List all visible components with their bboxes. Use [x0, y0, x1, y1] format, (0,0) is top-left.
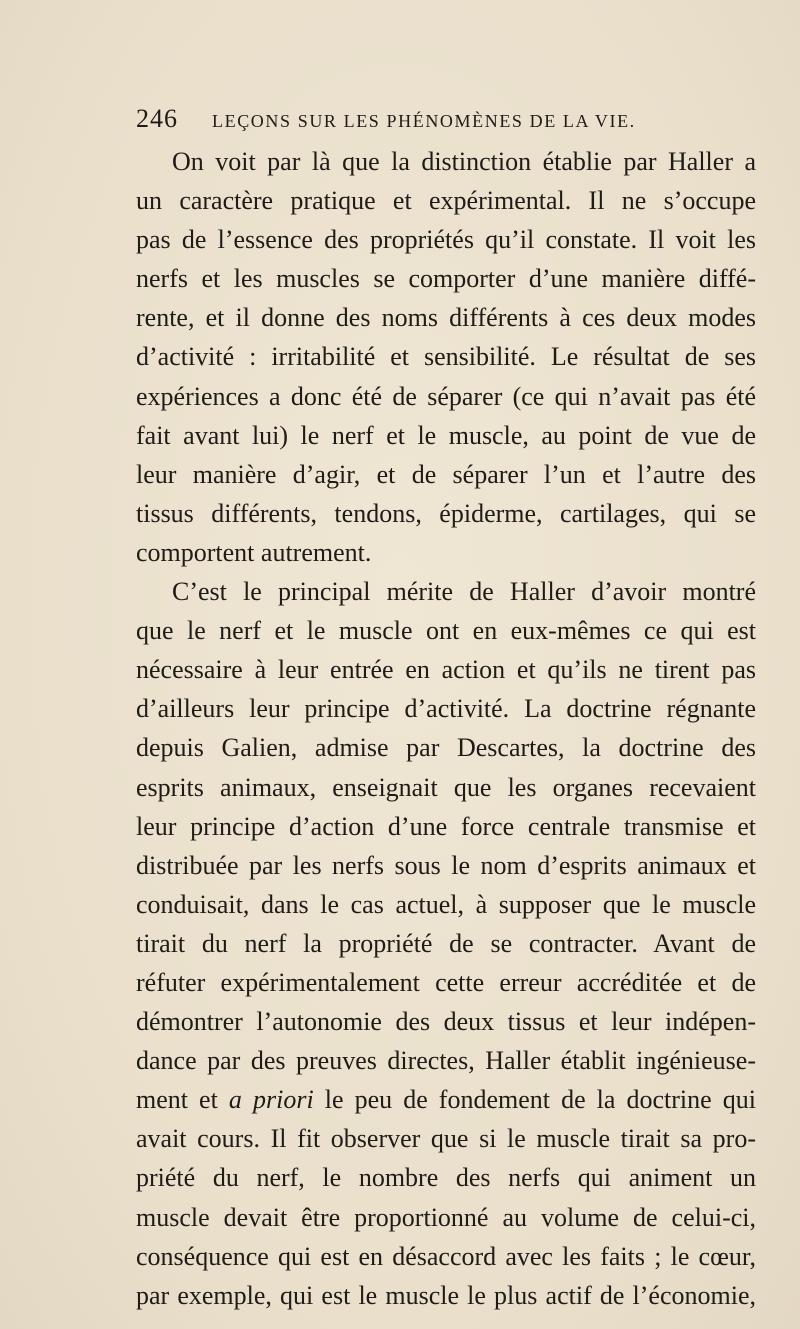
text-line: distribuée par les nerfs sous le nom d’esprits animaux et	[136, 850, 756, 880]
text-line: On voit par là que la distinction établie par Haller a	[172, 147, 756, 176]
text-segment: le peu de fondement de la doctrine qui	[313, 1085, 756, 1115]
text-line: conséquence qui est en désaccord avec les faits ; le cœur,	[136, 1241, 756, 1271]
text-line: depuis Galien, admise par Descartes, la doctrine des	[136, 733, 756, 763]
text-line: conduisait, dans le cas actuel, à supposer que le muscle	[136, 889, 756, 919]
paragraph	[136, 142, 756, 572]
text-line: muscle devait être proportionné au volume de celui-ci,	[136, 1202, 756, 1232]
page-header	[136, 104, 756, 134]
text-line: expériences a donc été de séparer (ce qui n’avait pas été	[136, 381, 756, 411]
text-line: priété du nerf, le nombre des nerfs qui animent un	[136, 1163, 756, 1193]
text-line: rente, et il donne des noms différents à ces deux modes	[136, 303, 756, 333]
text-line: que le nerf et le muscle ont en eux-mêmes ce qui est	[136, 616, 756, 646]
text-line: pas de l’essence des propriétés qu’il constate. Il voit les	[136, 225, 756, 255]
text-line: comportent autrement.	[136, 537, 372, 567]
text-line: nerfs et les muscles se comporter d’une manière diffé-	[136, 264, 756, 294]
text-line: leur principe d’action d’une force centrale transmise et	[136, 811, 756, 841]
paragraph	[136, 572, 756, 1315]
text-line: fait avant lui) le nerf et le muscle, au point de vue de	[136, 420, 756, 450]
italic-phrase: a priori	[228, 1085, 314, 1115]
text-line: avait cours. Il fit observer que si le muscle tirait sa pro-	[136, 1124, 756, 1154]
text-line: dance par des preuves directes, Haller établit ingénieuse-	[136, 1046, 756, 1076]
text-line: tirait du nerf la propriété de se contracter. Avant de	[136, 928, 756, 958]
text-line: nécessaire à leur entrée en action et qu’ils ne tirent pas	[136, 655, 756, 685]
text-line: C’est le principal mérite de Haller d’avoir montré	[172, 577, 756, 607]
text-line: tissus différents, tendons, épiderme, cartilages, qui se	[136, 498, 756, 528]
text-line: leur manière d’agir, et de séparer l’un et l’autre des	[136, 459, 756, 489]
text-line: esprits animaux, enseignait que les organes recevaient	[136, 772, 756, 802]
text-line: d’activité : irritabilité et sensibilité. Le résultat de ses	[136, 342, 756, 372]
page-number: 246	[136, 104, 178, 133]
text-line: un caractère pratique et expérimental. Il ne s’occupe	[136, 186, 756, 216]
text-line-with-italic	[136, 1080, 756, 1119]
text-line: par exemple, qui est le muscle le plus actif de l’économie,	[136, 1280, 756, 1310]
body-text	[136, 142, 756, 1315]
text-segment: ment et	[136, 1085, 229, 1115]
text-line: réfuter expérimentalement cette erreur accréditée et de	[136, 967, 756, 997]
running-head: LEÇONS SUR LES PHÉNOMÈNES DE LA VIE.	[212, 111, 636, 131]
text-line: démontrer l’autonomie des deux tissus et leur indépen-	[136, 1007, 756, 1037]
text-line: d’ailleurs leur principe d’activité. La doctrine régnante	[136, 694, 756, 724]
